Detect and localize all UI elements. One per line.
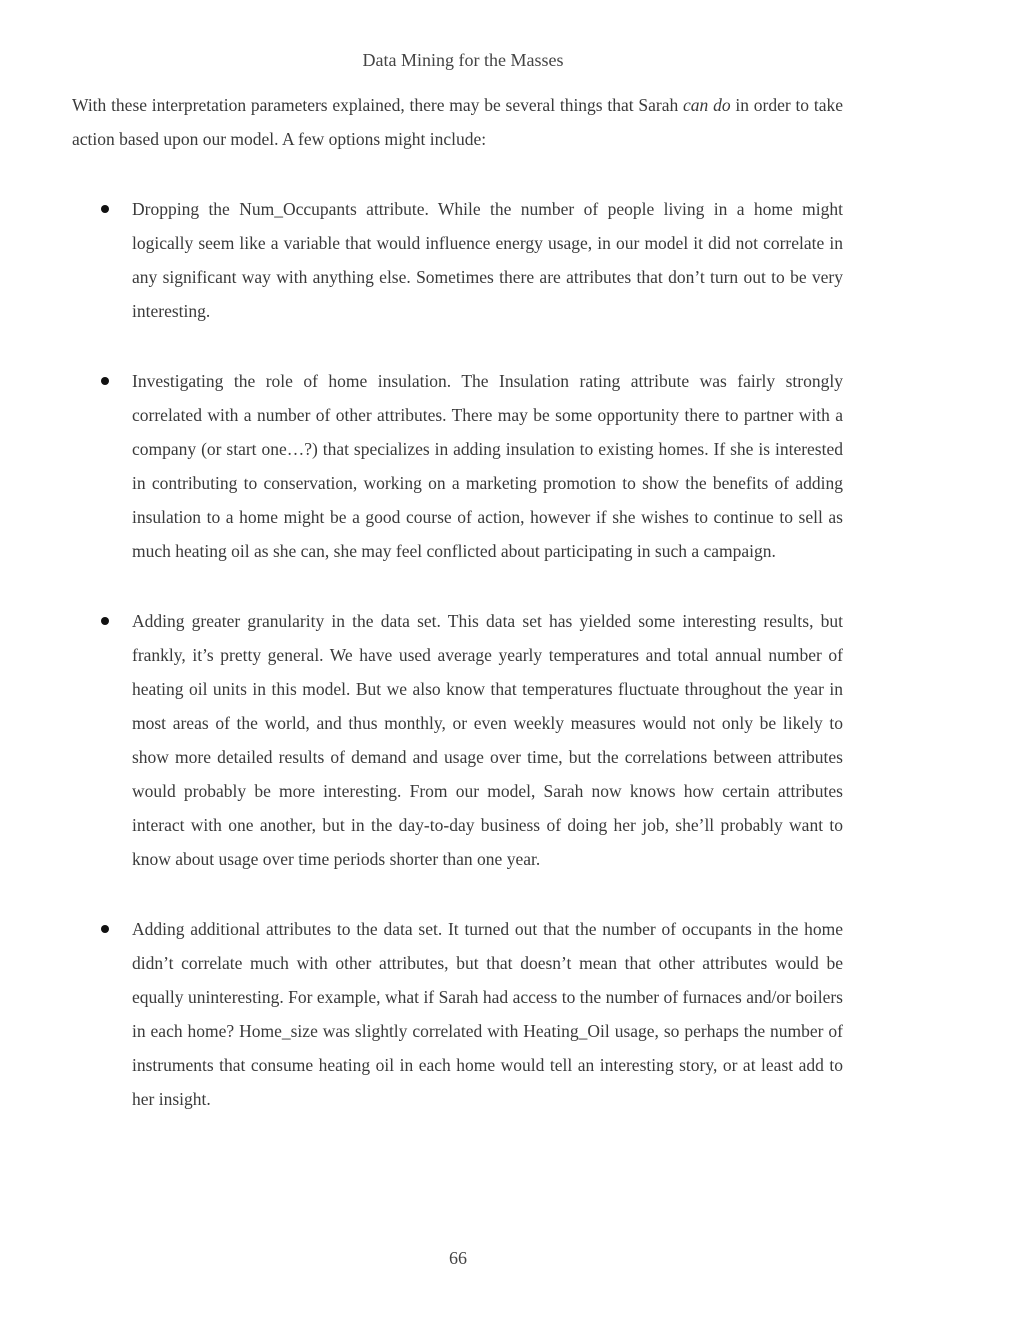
intro-paragraph — [72, 88, 843, 156]
options-list — [72, 192, 843, 1116]
list-item — [72, 364, 843, 568]
running-header: Data Mining for the Masses — [362, 50, 564, 70]
page-number: 66 — [449, 1248, 467, 1268]
option-text: Adding greater granularity in the data set. This data set has yielded some interesting results, but frankly, it’s pretty general. We have used average yearly temperatures and total annual number of heating oil units in this model. But we also know that temperatures fluctuate throughout the year in most areas of the world, and thus monthly, or even weekly measures would not only be likely to show more detailed results of demand and usage over time, but the correlations between attributes would probably be more interesting. From our model, Sarah now knows how certain attributes interact with one another, but in the day-to-day business of doing her job, she’ll probably want to know about usage over time periods shorter than one year. — [132, 611, 843, 869]
bullet-icon — [101, 377, 109, 385]
option-text: Adding additional attributes to the data set. It turned out that the number of occupants in the home didn’t correlate much with other attributes, but that doesn’t mean that other attributes would be equally uninteresting. For example, what if Sarah had access to the number of furnaces and/or boilers in each home? Home_size was slightly correlated with Heating_Oil usage, so perhaps the number of instruments that consume heating oil in each home would tell an interesting story, or at least add to her insight. — [132, 919, 843, 1109]
intro-text-start: With these interpretation parameters explained, there may be several things that Sarah — [72, 95, 684, 115]
list-item — [72, 912, 843, 1116]
list-item — [72, 192, 843, 328]
intro-emphasis: can do — [683, 95, 731, 115]
bullet-icon — [101, 617, 109, 625]
bullet-icon — [101, 925, 109, 933]
option-text: Investigating the role of home insulation. The Insulation rating attribute was fairly strongly correlated with a number of other attributes. There may be some opportunity there to partner with a company (or start one…?) that specializes in adding insulation to existing homes. If she is interested in contributing to conservation, working on a marketing promotion to show the benefits of adding insulation to a home might be a good course of action, however if she wishes to continue to sell as much heating oil as she can, she may feel conflicted about participating in such a campaign. — [132, 371, 843, 561]
intro-text-end: in order to take action based upon our model. A few options might include: — [72, 95, 843, 149]
list-item — [72, 604, 843, 876]
body-text — [72, 88, 843, 1152]
bullet-icon — [101, 205, 109, 213]
option-text: Dropping the Num_Occupants attribute. While the number of people living in a home might logically seem like a variable that would influence energy usage, in our model it did not correlate in any significant way with anything else. Sometimes there are attributes that don’t turn out to be very interesting. — [132, 199, 843, 321]
